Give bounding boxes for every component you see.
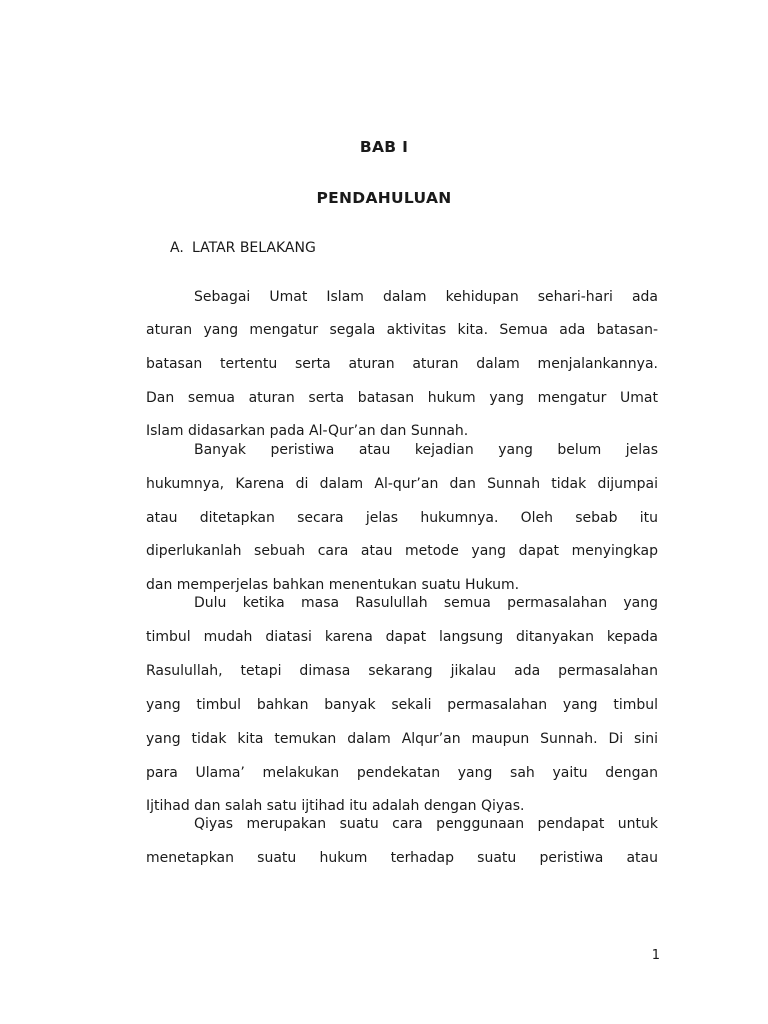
page-number: 1 [651,948,660,963]
paragraph-line: aturan yang mengatur segala aktivitas kita. Semua ada batasan- [146,322,658,338]
paragraph-line: Qiyas merupakan suatu cara penggunaan pendapat untuk [194,816,658,832]
paragraph-line: Sebagai Umat Islam dalam kehidupan sehari-hari ada [194,289,658,305]
subsection-title: LATAR BELAKANG [192,240,316,256]
paragraph-line: hukumnya, Karena di dalam Al-qur’an dan Sunnah tidak dijumpai [146,476,658,492]
paragraph-line: diperlukanlah sebuah cara atau metode yang dapat menyingkap [146,543,658,559]
subsection-marker: A. [170,240,184,256]
chapter-heading: PENDAHULUAN [316,189,452,207]
chapter-title: BAB I [359,138,409,156]
paragraph-line: menetapkan suatu hukum terhadap suatu peristiwa atau [146,850,658,866]
paragraph-line: Rasulullah, tetapi dimasa sekarang jikalau ada permasalahan [146,663,658,679]
paragraph-line: para Ulama’ melakukan pendekatan yang sah yaitu dengan [146,765,658,781]
paragraph-line: Dan semua aturan serta batasan hukum yang mengatur Umat [146,390,658,406]
paragraph-line: Dulu ketika masa Rasulullah semua permasalahan yang [194,595,658,611]
paragraph-line: timbul mudah diatasi karena dapat langsung ditanyakan kepada [146,629,658,645]
paragraph-line: yang timbul bahkan banyak sekali permasalahan yang timbul [146,697,658,713]
paragraph-line: dan memperjelas bahkan menentukan suatu Hukum. [146,577,520,593]
subsection-heading [170,240,316,256]
paragraph-line: Banyak peristiwa atau kejadian yang belum jelas [194,442,658,458]
paragraph-line: yang tidak kita temukan dalam Alqur’an maupun Sunnah. Di sini [146,731,658,747]
paragraph-line: batasan tertentu serta aturan aturan dalam menjalankannya. [146,356,658,372]
paragraph-line: atau ditetapkan secara jelas hukumnya. Oleh sebab itu [146,510,658,526]
paragraph-line: Ijtihad dan salah satu ijtihad itu adalah dengan Qiyas. [146,798,525,814]
paragraph-line: Islam didasarkan pada Al-Qur’an dan Sunnah. [146,423,469,439]
